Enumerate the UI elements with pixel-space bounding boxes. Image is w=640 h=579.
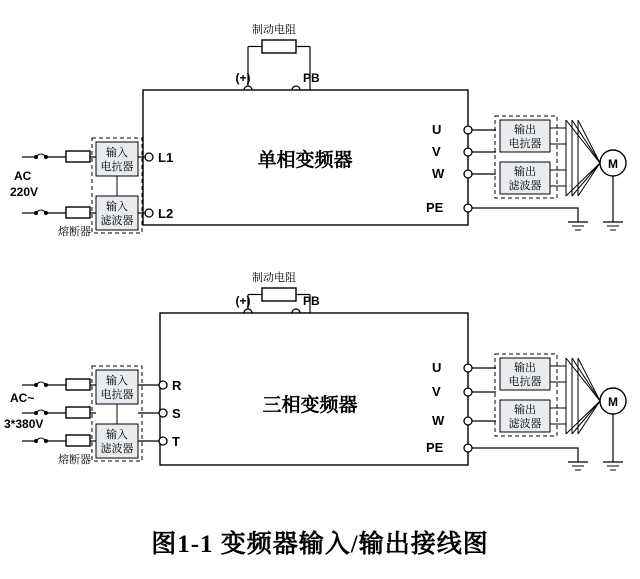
- ac-label-line1-top: AC: [14, 169, 32, 183]
- output-reactor-line1-bottom: 输出: [514, 362, 536, 374]
- terminal-t-dot[interactable]: [159, 437, 167, 445]
- output-filter-line2-top: 滤波器: [508, 180, 542, 192]
- output-filter-bottom: [500, 400, 550, 432]
- input-filter-line2-bottom: 滤波器: [100, 443, 134, 455]
- input-filter-top: [96, 196, 138, 230]
- terminal-r-dot[interactable]: [159, 381, 167, 389]
- terminal-pb-label-bottom: PB: [303, 294, 320, 308]
- terminal-plus-label-bottom: (+): [235, 294, 251, 308]
- input-reactor-line1-top: 输入: [106, 147, 128, 159]
- inverter-title-top: 单相变频器: [257, 150, 353, 171]
- terminal-v-dot-top[interactable]: [464, 148, 472, 156]
- ground-symbol-top-2: [603, 222, 623, 230]
- output-reactor-line2-top: 电抗器: [508, 138, 542, 150]
- terminal-w-dot-top[interactable]: [464, 170, 472, 178]
- inverter-title-bottom: 三相变频器: [262, 395, 358, 416]
- terminal-u-label-top: U: [432, 122, 442, 137]
- terminal-pe-label-bottom: PE: [426, 440, 444, 455]
- fuse-bottom-3: [66, 435, 90, 446]
- fuse-bottom-2: [66, 407, 90, 418]
- output-filter-line1-top: 输出: [514, 166, 536, 178]
- terminal-l1-dot[interactable]: [145, 153, 153, 161]
- ac-label-line1-bottom: AC~: [10, 391, 35, 405]
- terminal-u-dot-top[interactable]: [464, 126, 472, 134]
- terminal-w-label-top: W: [432, 166, 445, 181]
- input-filter-line1-top: 输入: [106, 201, 128, 213]
- terminal-v-label-top: V: [432, 144, 441, 159]
- terminal-w-dot-bottom[interactable]: [464, 417, 472, 425]
- terminal-l1-label: L1: [158, 150, 174, 165]
- output-reactor-top: [500, 120, 550, 152]
- input-reactor-line2-top: 电抗器: [100, 161, 134, 173]
- three-phase-diagram: [4, 270, 626, 470]
- brake-resistor-label-bottom: 制动电阻: [252, 272, 296, 284]
- terminal-l2-dot[interactable]: [145, 209, 153, 217]
- terminal-v-label-bottom: V: [432, 384, 441, 399]
- input-filter-line1-bottom: 输入: [106, 429, 128, 441]
- terminal-pe-dot-top[interactable]: [464, 204, 472, 212]
- input-filter-bottom: [96, 424, 138, 458]
- fuse-top-2: [66, 207, 90, 218]
- terminal-v-dot-bottom[interactable]: [464, 388, 472, 396]
- input-reactor-line1-bottom: 输入: [106, 375, 128, 387]
- ground-symbol-bottom-1: [568, 462, 588, 470]
- terminal-pe-dot-bottom[interactable]: [464, 444, 472, 452]
- output-reactor-bottom: [500, 358, 550, 390]
- fuse-label-bottom: 熔断器: [58, 454, 91, 466]
- terminal-s-dot[interactable]: [159, 409, 167, 417]
- terminal-l2-label: L2: [158, 206, 174, 221]
- brake-resistor-symbol-top: [248, 40, 310, 90]
- fuse-label-top: 熔断器: [58, 226, 91, 238]
- brake-resistor-label-top: 制动电阻: [252, 24, 296, 36]
- terminal-plus-label-top: (+): [235, 71, 251, 85]
- terminal-t-label: T: [172, 434, 180, 449]
- terminal-pb-label-top: PB: [303, 71, 320, 85]
- output-filter-top: [500, 162, 550, 194]
- brake-resistor-symbol-bottom: [248, 288, 310, 313]
- figure-caption: 图1-1 变频器输入/输出接线图: [151, 531, 489, 558]
- input-filter-line2-top: 滤波器: [100, 215, 134, 227]
- output-reactor-line1-top: 输出: [514, 124, 536, 136]
- terminal-pe-label-top: PE: [426, 200, 444, 215]
- terminal-u-label-bottom: U: [432, 360, 442, 375]
- output-filter-line2-bottom: 滤波器: [508, 418, 542, 430]
- input-reactor-bottom: [96, 370, 138, 404]
- input-reactor-top: [96, 142, 138, 176]
- single-phase-diagram: [10, 22, 626, 238]
- terminal-r-label: R: [172, 378, 182, 393]
- ac-label-line2-bottom: 3*380V: [4, 417, 44, 431]
- ac-label-line2-top: 220V: [10, 185, 39, 199]
- motor-label-top: M: [608, 157, 618, 171]
- fuse-bottom-1: [66, 379, 90, 390]
- output-reactor-line2-bottom: 电抗器: [508, 376, 542, 388]
- ac-source-bottom: [22, 379, 96, 446]
- inverter-body-bottom: [160, 313, 468, 465]
- terminal-w-label-bottom: W: [432, 413, 445, 428]
- terminal-u-dot-bottom[interactable]: [464, 364, 472, 372]
- input-reactor-line2-bottom: 电抗器: [100, 389, 134, 401]
- motor-label-bottom: M: [608, 395, 618, 409]
- ground-symbol-bottom-2: [603, 462, 623, 470]
- fuse-top-1: [66, 151, 90, 162]
- output-filter-line1-bottom: 输出: [514, 404, 536, 416]
- ground-symbol-top-1: [568, 222, 588, 230]
- terminal-s-label: S: [172, 406, 181, 421]
